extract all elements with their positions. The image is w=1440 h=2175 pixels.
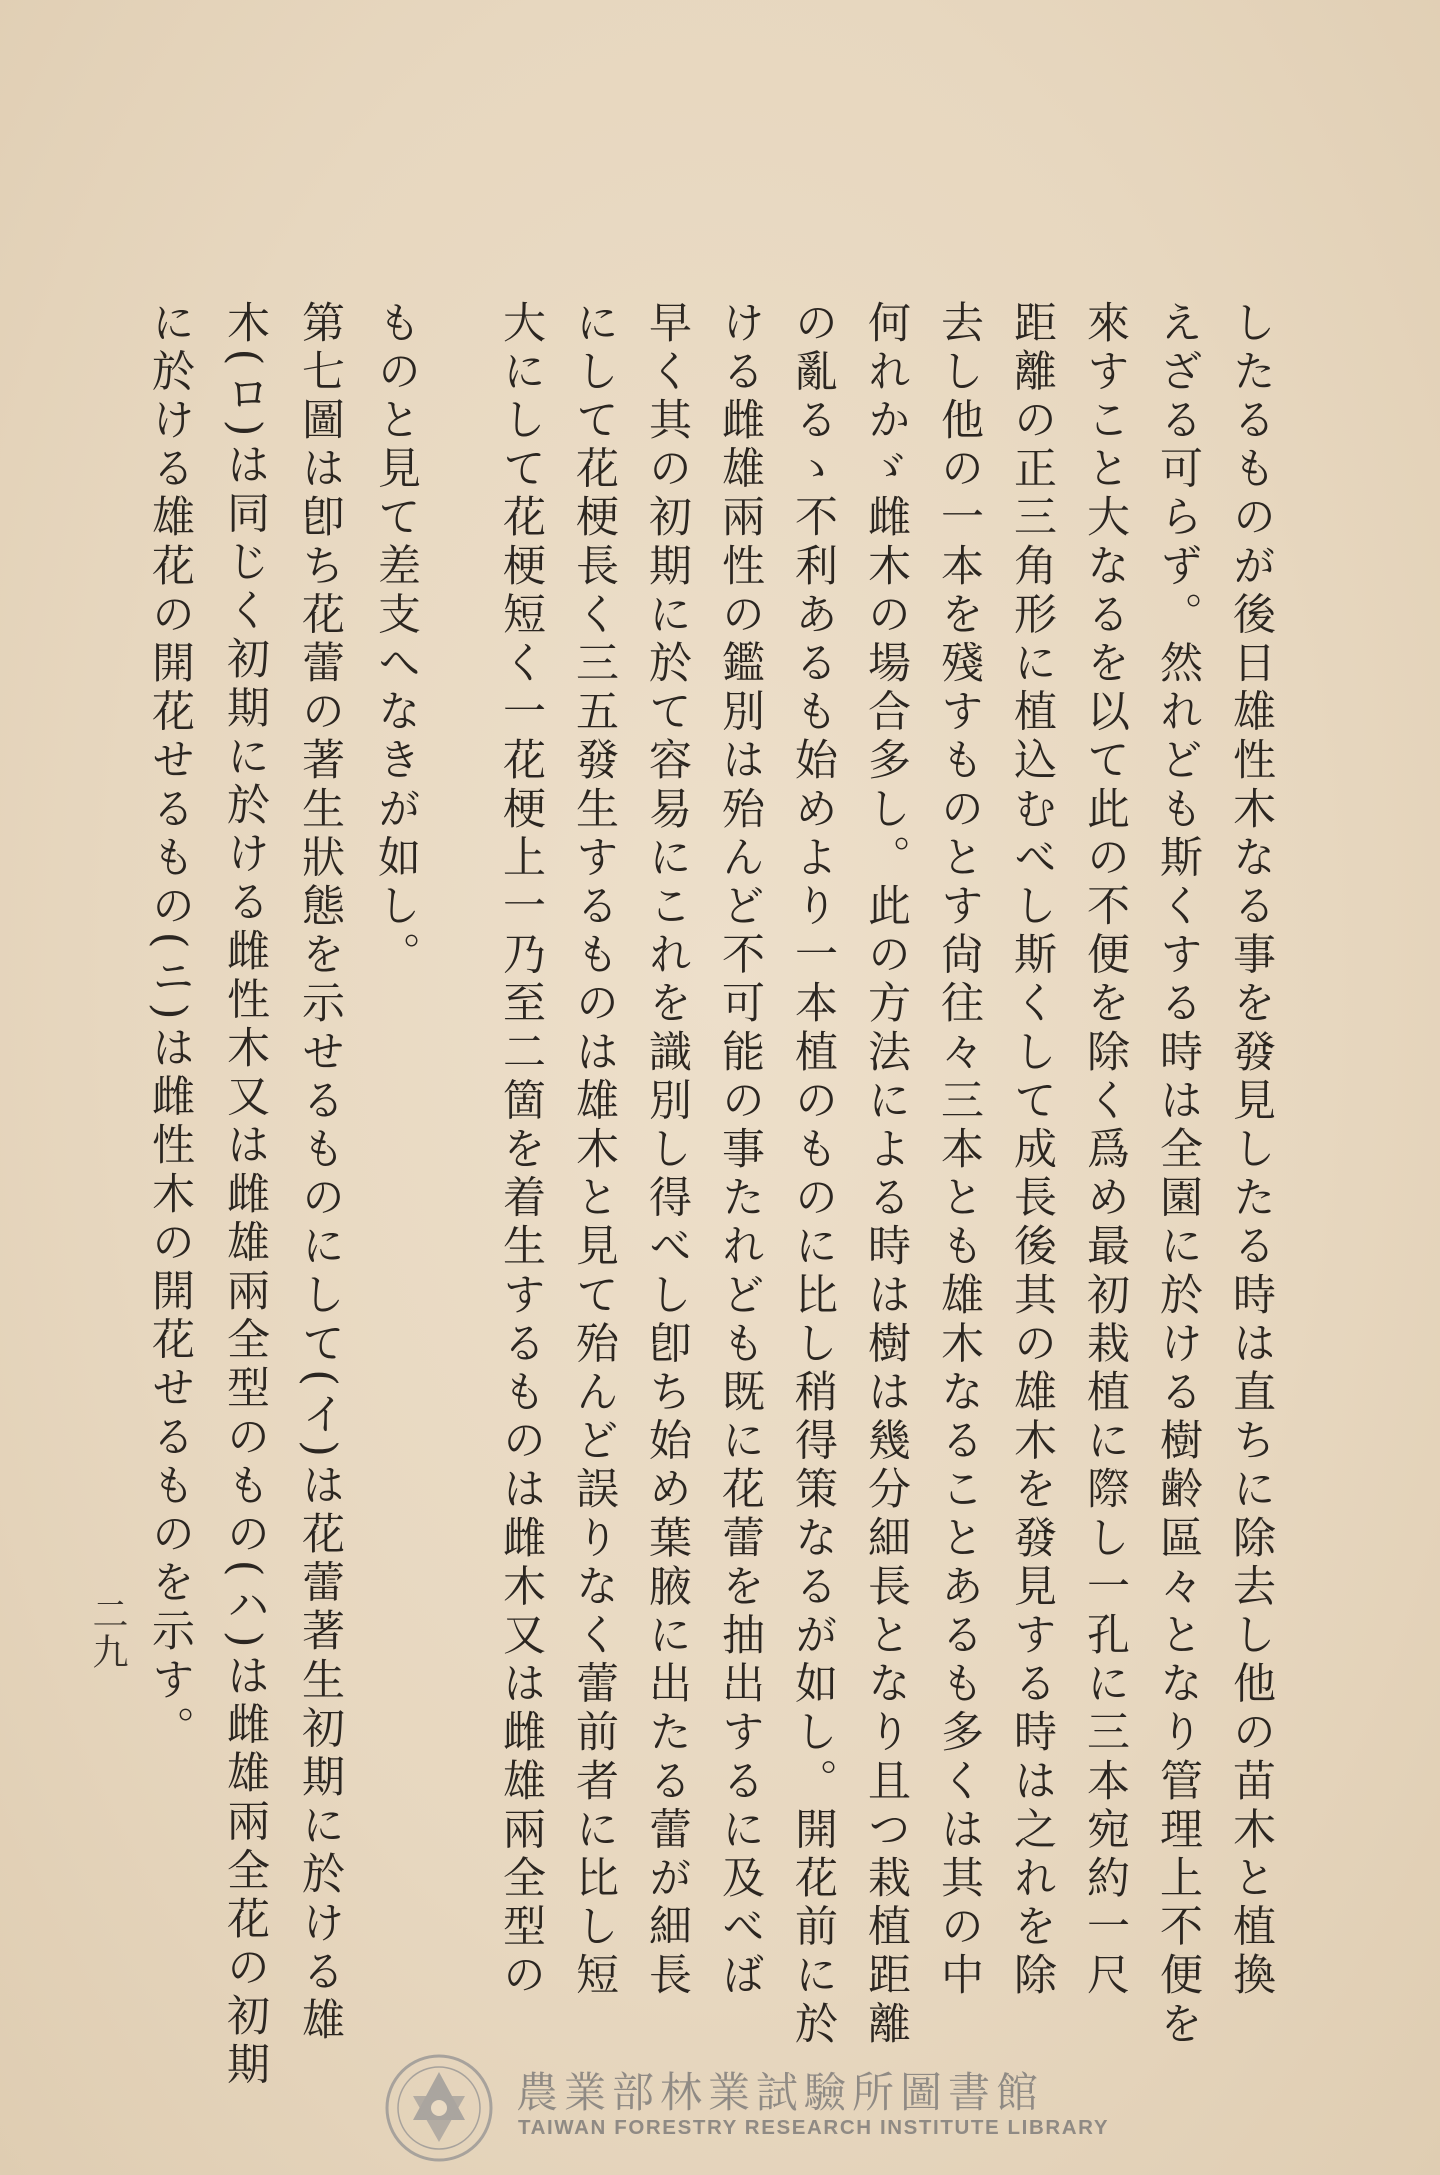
text-column-12: ものと見て差支へなきが如し。: [371, 300, 421, 981]
library-seal-icon: [383, 2052, 495, 2164]
text-column-1: したるものが後日雄性木なる事を發見したる時は直ちに除去し他の苗木と植換: [1226, 300, 1276, 2001]
text-column-6: 何れかゞ雌木の場合多し。此の方法による時は樹は幾分細長となり且つ栽植距離: [861, 300, 911, 2050]
text-column-11: 大にして花梗短く一花梗上一乃至二箇を着生するものは雌木又は雌雄兩全型の: [496, 300, 546, 2001]
text-column-13: 第七圖は卽ち花蕾の著生狀態を示せるものにして(イ)は花蕾著生初期に於ける雄: [295, 300, 345, 2046]
library-name-english: TAIWAN FORESTRY RESEARCH INSTITUTE LIBRARY: [518, 2116, 1110, 2139]
text-column-2: えざる可らず。然れども斯くする時は全園に於ける樹齢區々となり管理上不便を: [1153, 300, 1203, 2050]
text-column-5: 去し他の一本を殘すものとす尙往々三本とも雄木なることあるも多くは其の中: [934, 300, 984, 2001]
text-column-10: にして花梗長く三五發生するものは雄木と見て殆んど誤りなく蕾前者に比し短: [569, 300, 619, 2001]
text-column-7: の亂るゝ不利あるも始めより一本植のものに比し稍得策なるが如し。開花前に於: [788, 300, 838, 2050]
text-column-3: 來すこと大なるを以て此の不便を除く爲め最初栽植に際し一孔に三本宛約一尺: [1080, 300, 1130, 2001]
text-column-9: 早く其の初期に於て容易にこれを識別し得べし卽ち始め葉腋に出たる蕾が細長: [642, 300, 692, 2001]
text-column-15: に於ける雄花の開花せるもの(ニ)は雌性木の開花せるものを示す。: [145, 300, 195, 1755]
text-column-14: 木(ロ)は同じく初期に於ける雌性木又は雌雄兩全型のもの(ハ)は雌雄兩全花の初期: [220, 300, 270, 2091]
text-column-4: 距離の正三角形に植込むべし斯くして成長後其の雄木を發見する時は之れを除: [1007, 300, 1057, 2001]
text-column-8: ける雌雄兩性の鑑別は殆んど不可能の事たれども既に花蕾を抽出するに及べば: [715, 300, 765, 2001]
library-name-chinese: 農業部林業試驗所圖書館: [516, 2068, 1045, 2117]
page-number: 二九: [87, 1595, 128, 1671]
